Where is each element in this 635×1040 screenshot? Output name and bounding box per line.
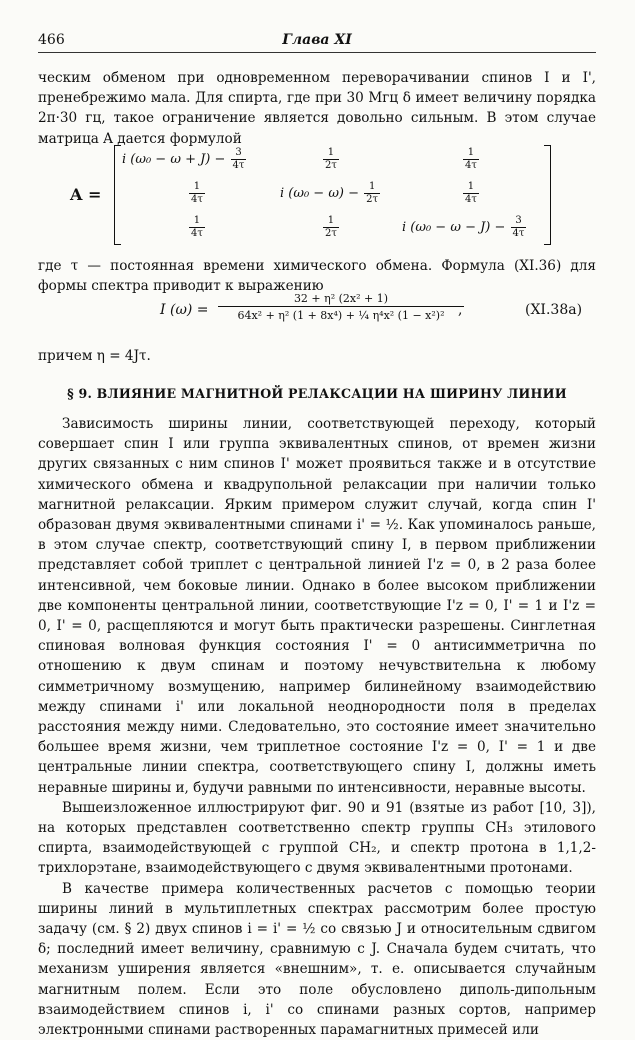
matrix-cell-3-1	[188, 215, 206, 240]
frac-den: 4τ	[232, 160, 245, 171]
frac-num: 1	[189, 215, 205, 228]
matrix-cell-3-2	[322, 215, 340, 240]
equation-fraction	[218, 292, 464, 322]
matrix-cell-1-3	[462, 147, 480, 172]
paragraph-text: ческим обменом при одновременном переворачивании спинов I и I', пренебрежимо мала. Для спирта, где при 30 Мгц δ имеет величину порядка 2π·30 гц, такое ограничение является довольно сильным. В этом случае матрица A дается формулой	[38, 70, 596, 147]
frac-num: 3	[231, 147, 247, 160]
equation-numerator: 32 + η² (2x² + 1)	[218, 292, 464, 307]
cell-expr: i (ω₀ − ω) −	[280, 186, 360, 201]
paragraph-text: Зависимость ширины линии, соответствующей переходу, который совершает спин I или группа эквивалентных спинов, от времен жизни других связанных с ним спинов I' может проявиться также и в отсутствие химического обмена и квадрупольной релаксации при наличии только магнитной релаксации. Ярким примером служит случай, когда спин I' образован двумя эквивалентными спинами i' = ½. Как упоминалось раньше, в этом случае спектр, соответствующий спину I, в первом приближении представляет собой триплет с центральной линией I'z = 0, в 2 раза более интенсивной, чем боковые линии. Однако в более высоком приближении две компоненты центральной линии, соответствующие I'z = 0, I' = 1 и I'z = 0, I' = 0, расщепляются и могут быть практически разрешены. Синглетная спиновая волновая функция состояния I' = 0 антисимметрична по отношению к двум спинам и поэтому нечувствительна к любому симметричному возмущению, например билинейному взаимодействию между спинами i' или локальной неоднородности поля в пределах расстояния между ними. Следовательно, это состояние имеет значительно большее время жизни, чем триплетное состояние I'z = 0, I' = 1 и две центральные линии спектра, соответствующего спину I, должны иметь неравные ширины и, будучи равными по интенсивности, неравные высоты.	[38, 416, 596, 796]
fraction	[511, 215, 527, 240]
chapter-title: Глава XI	[282, 32, 352, 48]
frac-den: 4τ	[465, 194, 477, 205]
cell-expr: i (ω₀ − ω − J) −	[402, 220, 506, 235]
paragraph-text: где τ — постоянная времени химического обмена. Формула (XI.36) для формы спектра приводит к выражению	[38, 258, 596, 295]
matrix-cell-2-2	[280, 181, 381, 206]
frac-num: 1	[463, 181, 479, 194]
page-number: 466	[38, 32, 65, 48]
frac-num: 1	[323, 147, 339, 160]
matrix-cell-2-1	[188, 181, 206, 206]
cell-expr: i (ω₀ − ω + J) −	[122, 152, 226, 167]
fraction	[231, 147, 247, 172]
paragraph-text: В качестве примера количественных расчетов с помощью теории ширины линий в мультиплетных спектрах рассмотрим более простую задачу (см. § 2) двух спинов i = i' = ½ со связью J и относительным сдвигом δ; последний имеет величину, сравнимую с J. Сначала будем считать, что механизм уширения является «внешним», т. е. описывается случайным магнитным полем. Если это поле обусловлено диполь-дипольным взаимодействием спинов i, i' со спинами разных сортов, например электронными спинами растворенных парамагнитных примесей или	[38, 880, 596, 1039]
paragraph-where	[38, 346, 596, 366]
frac-num: 3	[511, 215, 527, 228]
frac-num: 1	[323, 215, 339, 228]
right-bracket	[544, 145, 551, 245]
matrix-formula	[58, 143, 558, 247]
paragraph-text: Вышеизложенное иллюстрируют фиг. 90 и 91 (взятые из работ [10, 3]), на которых представлен соответственно спектр группы CH₃ этилового спирта, взаимодействующей с группой CH₂, и спектр протона в 1,1,2-трихлорэтане, взаимодействующего с двумя эквивалентными протонами.	[38, 799, 596, 877]
equation-lhs: I (ω) =	[160, 302, 209, 318]
fraction	[323, 215, 339, 240]
frac-num: 1	[463, 147, 479, 160]
frac-den: 2τ	[325, 228, 337, 239]
fraction	[189, 215, 205, 240]
matrix-cell-2-3	[462, 181, 480, 206]
paragraph-mid	[38, 256, 596, 296]
equation-number: (XI.38а)	[525, 302, 583, 318]
equation-xi-38a	[160, 292, 600, 338]
fraction	[463, 147, 479, 172]
equation-denominator: 64x² + η² (1 + 8x⁴) + ¼ η⁴x² (1 − x²)²	[237, 309, 445, 322]
frac-num: 1	[364, 181, 380, 194]
matrix-label: A =	[70, 185, 102, 204]
section-heading: § 9. ВЛИЯНИЕ МАГНИТНОЙ РЕЛАКСАЦИИ НА ШИРИНУ ЛИНИИ	[67, 386, 567, 401]
equation-comma: ,	[458, 302, 463, 318]
left-bracket	[114, 145, 121, 245]
frac-den: 4τ	[191, 228, 203, 239]
frac-den: 4τ	[465, 160, 477, 171]
frac-den: 2τ	[325, 160, 337, 171]
fraction	[323, 147, 339, 172]
fraction	[189, 181, 205, 206]
matrix-cell-1-1	[122, 147, 247, 172]
fraction	[463, 181, 479, 206]
frac-den: 4τ	[512, 228, 525, 239]
section-body	[38, 414, 596, 1040]
matrix-cell-3-3	[402, 215, 527, 240]
frac-den: 2τ	[366, 194, 379, 205]
matrix-cell-1-2	[322, 147, 340, 172]
paragraph-text: причем η = 4Jτ.	[38, 348, 151, 364]
paragraph-top	[38, 68, 596, 149]
running-header	[38, 30, 596, 53]
fraction	[364, 181, 380, 206]
frac-den: 4τ	[191, 194, 203, 205]
frac-num: 1	[189, 181, 205, 194]
